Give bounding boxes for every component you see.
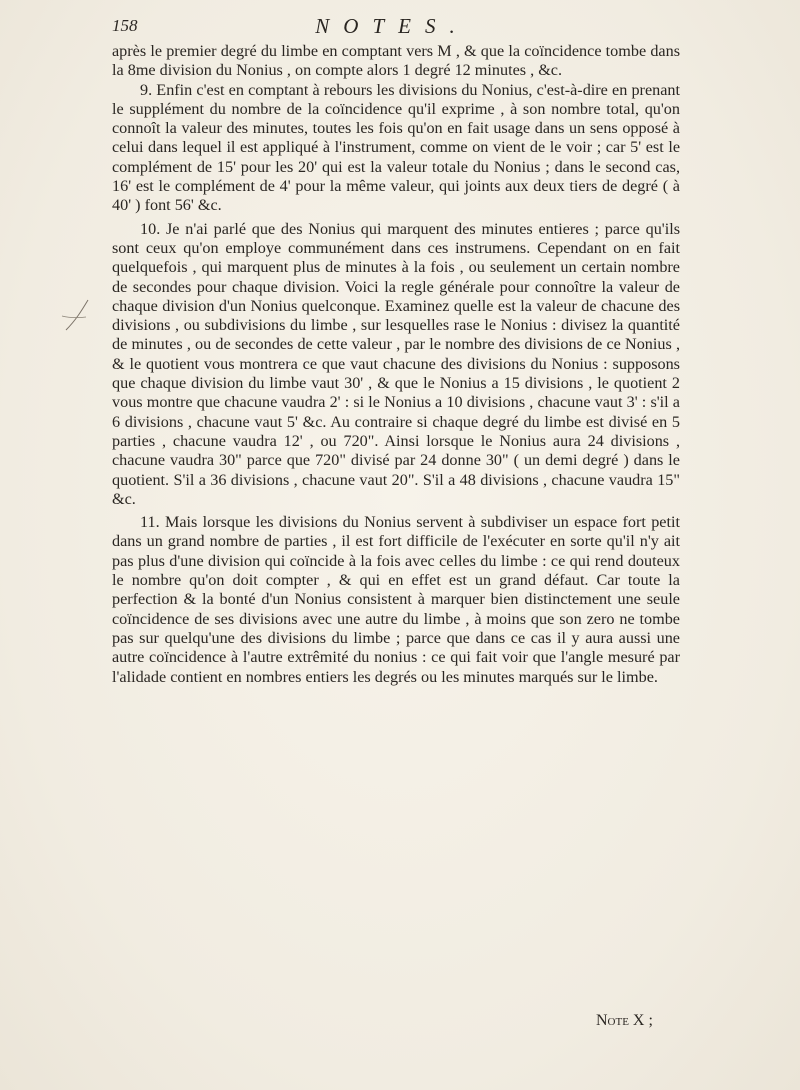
paragraph-10: 10. Je n'ai parlé que des Nonius qui marquent des minutes entieres ; parce qu'ils sont ceux qu'on employe communément dans ces instrumens. Cependant on en fait quelquefois , qui marquent plus de minutes à la fois , ou seulement un certain nombre de secondes pour chaque division. Voici la regle générale pour connoître la valeur de chaque division d'un Nonius quelconque. Examinez quelle est la valeur de chacune des divisions , ou subdivisions du limbe , sur lesquelles rase le Nonius : divisez la quantité de minutes , ou de secondes de cette valeur , par le nombre des divisions de ce Nonius , & le quotient vous montrera ce que vaut chacune des divisions du Nonius : supposons que chaque division du limbe vaut 30' , & que le Nonius a 15 divisions , le quotient 2 vous montre que chacune vaudra 2' : si le Nonius a 10 divisions , chacune vaut 3' : s'il a 6 divisions , chacune vaut 5' &c. Au contraire si chaque degré du limbe est divisé en 5 parties , chacune vaudra 12' , ou 720". Ainsi lorsque le Nonius aura 24 divisions , chacune vaudra 30" parce que 720" divisé par 24 donne 30" ( un demi degré ) dans le quotient. S'il a 36 divisions , chacune vaut 20". S'il a 48 divisions , chacune vaudra 15" &c. (112, 219, 680, 508)
margin-pen-mark (58, 296, 98, 336)
page-header (112, 14, 672, 42)
catchword: Note X ; (596, 1012, 653, 1029)
running-head: NOTES. (315, 14, 469, 38)
paragraph-11: 11. Mais lorsque les divisions du Nonius servent à subdiviser un espace fort petit dans un grand nombre de parties , il est fort difficile de l'exécuter en sorte qu'il n'y ait pas plus d'une division qui coïncide à la fois avec celles du limbe : ce qui rend douteux le nombre qu'on doit compter , & qui en effet est un grand défaut. Car toute la perfection & la bonté d'un Nonius consistent à marquer bien distinctement une seule coïncidence de ses divisions avec une autre du limbe , à moins que son zero ne tombe pas sur quelqu'une des divisions du limbe ; parce que dans ce cas il y aura aussi une autre coïncidence à l'autre extrêmité du nonius : ce qui fait voir que l'angle mesuré par l'alidade contient en nombres entiers les degrés ou les minutes marqués sur le limbe. (112, 513, 680, 686)
page-number: 158 (112, 16, 138, 35)
body-text (112, 42, 680, 687)
paragraph-9: 9. Enfin c'est en comptant à rebours les divisions du Nonius, c'est-à-dire en prenant le supplément du nombre de la coïncidence qu'il exprime , à son nombre total, qu'on connoît la valeur des minutes, toutes les fois qu'on en fait usage dans un sens opposé à celui dans lequel il est appliqué à l'instrument, comme on vient de le voir ; car 5' est le complément de 15' pour les 20' qui est la valeur totale du Nonius ; dans le second cas, 16' est le complément de 4' pour la même valeur, qui joints aux deux tiers de degré ( à 40' ) font 56' &c. (112, 80, 680, 215)
paragraph-continuation: après le premier degré du limbe en comptant vers M , & que la coïncidence tombe dans la 8me division du Nonius , on compte alors 1 degré 12 minutes , &c. (112, 42, 680, 80)
